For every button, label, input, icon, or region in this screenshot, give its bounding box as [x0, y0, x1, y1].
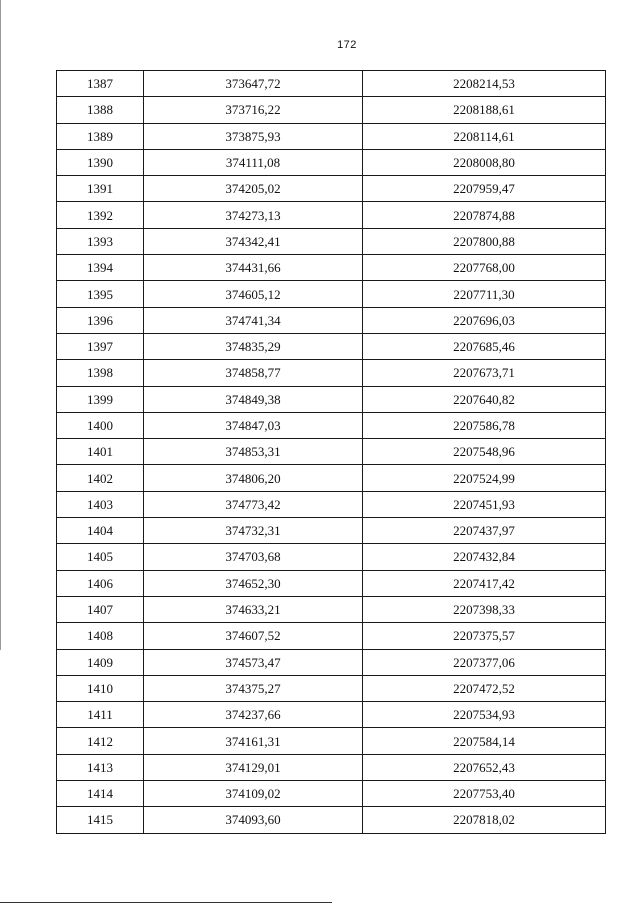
point-number-cell: 1409: [57, 649, 144, 675]
x-coordinate-cell: 374205,02: [144, 176, 363, 202]
point-number-cell: 1412: [57, 728, 144, 754]
y-coordinate-cell: 2207652,43: [363, 754, 606, 780]
y-coordinate-cell: 2207685,46: [363, 333, 606, 359]
y-coordinate-cell: 2207711,30: [363, 281, 606, 307]
table-row: [57, 202, 606, 228]
coordinates-table: [56, 70, 606, 834]
y-coordinate-cell: 2208114,61: [363, 123, 606, 149]
y-coordinate-cell: 2208008,80: [363, 149, 606, 175]
table-row: [57, 465, 606, 491]
x-coordinate-cell: 374847,03: [144, 412, 363, 438]
table-row: [57, 228, 606, 254]
point-number-cell: 1395: [57, 281, 144, 307]
x-coordinate-cell: 374093,60: [144, 807, 363, 833]
y-coordinate-cell: 2207417,42: [363, 570, 606, 596]
point-number-cell: 1394: [57, 255, 144, 281]
table-row: [57, 491, 606, 517]
y-coordinate-cell: 2207696,03: [363, 307, 606, 333]
y-coordinate-cell: 2207548,96: [363, 439, 606, 465]
point-number-cell: 1398: [57, 360, 144, 386]
table-row: [57, 702, 606, 728]
x-coordinate-cell: 373875,93: [144, 123, 363, 149]
table-row: [57, 518, 606, 544]
y-coordinate-cell: 2207673,71: [363, 360, 606, 386]
x-coordinate-cell: 374806,20: [144, 465, 363, 491]
x-coordinate-cell: 374342,41: [144, 228, 363, 254]
y-coordinate-cell: 2207377,06: [363, 649, 606, 675]
y-coordinate-cell: 2207375,57: [363, 623, 606, 649]
table-row: [57, 307, 606, 333]
y-coordinate-cell: 2207398,33: [363, 596, 606, 622]
point-number-cell: 1406: [57, 570, 144, 596]
y-coordinate-cell: 2207768,00: [363, 255, 606, 281]
point-number-cell: 1397: [57, 333, 144, 359]
x-coordinate-cell: 374109,02: [144, 781, 363, 807]
table-row: [57, 754, 606, 780]
y-coordinate-cell: 2207874,88: [363, 202, 606, 228]
point-number-cell: 1392: [57, 202, 144, 228]
y-coordinate-cell: 2207753,40: [363, 781, 606, 807]
table-row: [57, 728, 606, 754]
table-row: [57, 649, 606, 675]
point-number-cell: 1387: [57, 71, 144, 97]
table-row: [57, 570, 606, 596]
point-number-cell: 1401: [57, 439, 144, 465]
table-row: [57, 675, 606, 701]
y-coordinate-cell: 2207534,93: [363, 702, 606, 728]
x-coordinate-cell: 374605,12: [144, 281, 363, 307]
x-coordinate-cell: 374375,27: [144, 675, 363, 701]
point-number-cell: 1407: [57, 596, 144, 622]
y-coordinate-cell: 2207800,88: [363, 228, 606, 254]
x-coordinate-cell: 374652,30: [144, 570, 363, 596]
x-coordinate-cell: 374607,52: [144, 623, 363, 649]
x-coordinate-cell: 374835,29: [144, 333, 363, 359]
table-row: [57, 412, 606, 438]
table-row: [57, 333, 606, 359]
point-number-cell: 1400: [57, 412, 144, 438]
table-row: [57, 781, 606, 807]
table-row: [57, 176, 606, 202]
point-number-cell: 1388: [57, 97, 144, 123]
point-number-cell: 1399: [57, 386, 144, 412]
table-row: [57, 281, 606, 307]
point-number-cell: 1390: [57, 149, 144, 175]
x-coordinate-cell: 374161,31: [144, 728, 363, 754]
point-number-cell: 1414: [57, 781, 144, 807]
x-coordinate-cell: 374703,68: [144, 544, 363, 570]
table-row: [57, 439, 606, 465]
table-row: [57, 807, 606, 833]
point-number-cell: 1389: [57, 123, 144, 149]
table-row: [57, 97, 606, 123]
point-number-cell: 1415: [57, 807, 144, 833]
x-coordinate-cell: 374741,34: [144, 307, 363, 333]
x-coordinate-cell: 374573,47: [144, 649, 363, 675]
table-row: [57, 149, 606, 175]
table-row: [57, 71, 606, 97]
table-row: [57, 360, 606, 386]
y-coordinate-cell: 2207586,78: [363, 412, 606, 438]
x-coordinate-cell: 373647,72: [144, 71, 363, 97]
table-row: [57, 544, 606, 570]
x-coordinate-cell: 374237,66: [144, 702, 363, 728]
x-coordinate-cell: 374129,01: [144, 754, 363, 780]
point-number-cell: 1408: [57, 623, 144, 649]
point-number-cell: 1402: [57, 465, 144, 491]
y-coordinate-cell: 2207584,14: [363, 728, 606, 754]
table-row: [57, 623, 606, 649]
table-row: [57, 386, 606, 412]
page-number: 172: [337, 39, 357, 51]
point-number-cell: 1404: [57, 518, 144, 544]
point-number-cell: 1396: [57, 307, 144, 333]
coordinates-table-body: [57, 71, 606, 834]
point-number-cell: 1411: [57, 702, 144, 728]
x-coordinate-cell: 374633,21: [144, 596, 363, 622]
x-coordinate-cell: 374111,08: [144, 149, 363, 175]
x-coordinate-cell: 374858,77: [144, 360, 363, 386]
y-coordinate-cell: 2207472,52: [363, 675, 606, 701]
scan-edge-line-bottom: [0, 902, 332, 903]
x-coordinate-cell: 374431,66: [144, 255, 363, 281]
y-coordinate-cell: 2207959,47: [363, 176, 606, 202]
table-row: [57, 255, 606, 281]
y-coordinate-cell: 2208188,61: [363, 97, 606, 123]
y-coordinate-cell: 2207432,84: [363, 544, 606, 570]
x-coordinate-cell: 374849,38: [144, 386, 363, 412]
y-coordinate-cell: 2207451,93: [363, 491, 606, 517]
y-coordinate-cell: 2207437,97: [363, 518, 606, 544]
point-number-cell: 1413: [57, 754, 144, 780]
point-number-cell: 1393: [57, 228, 144, 254]
table-row: [57, 123, 606, 149]
y-coordinate-cell: 2208214,53: [363, 71, 606, 97]
point-number-cell: 1403: [57, 491, 144, 517]
point-number-cell: 1405: [57, 544, 144, 570]
x-coordinate-cell: 374853,31: [144, 439, 363, 465]
y-coordinate-cell: 2207524,99: [363, 465, 606, 491]
x-coordinate-cell: 374273,13: [144, 202, 363, 228]
point-number-cell: 1391: [57, 176, 144, 202]
scan-edge-line-left: [0, 0, 1, 650]
point-number-cell: 1410: [57, 675, 144, 701]
x-coordinate-cell: 374773,42: [144, 491, 363, 517]
y-coordinate-cell: 2207640,82: [363, 386, 606, 412]
x-coordinate-cell: 374732,31: [144, 518, 363, 544]
x-coordinate-cell: 373716,22: [144, 97, 363, 123]
table-row: [57, 596, 606, 622]
y-coordinate-cell: 2207818,02: [363, 807, 606, 833]
